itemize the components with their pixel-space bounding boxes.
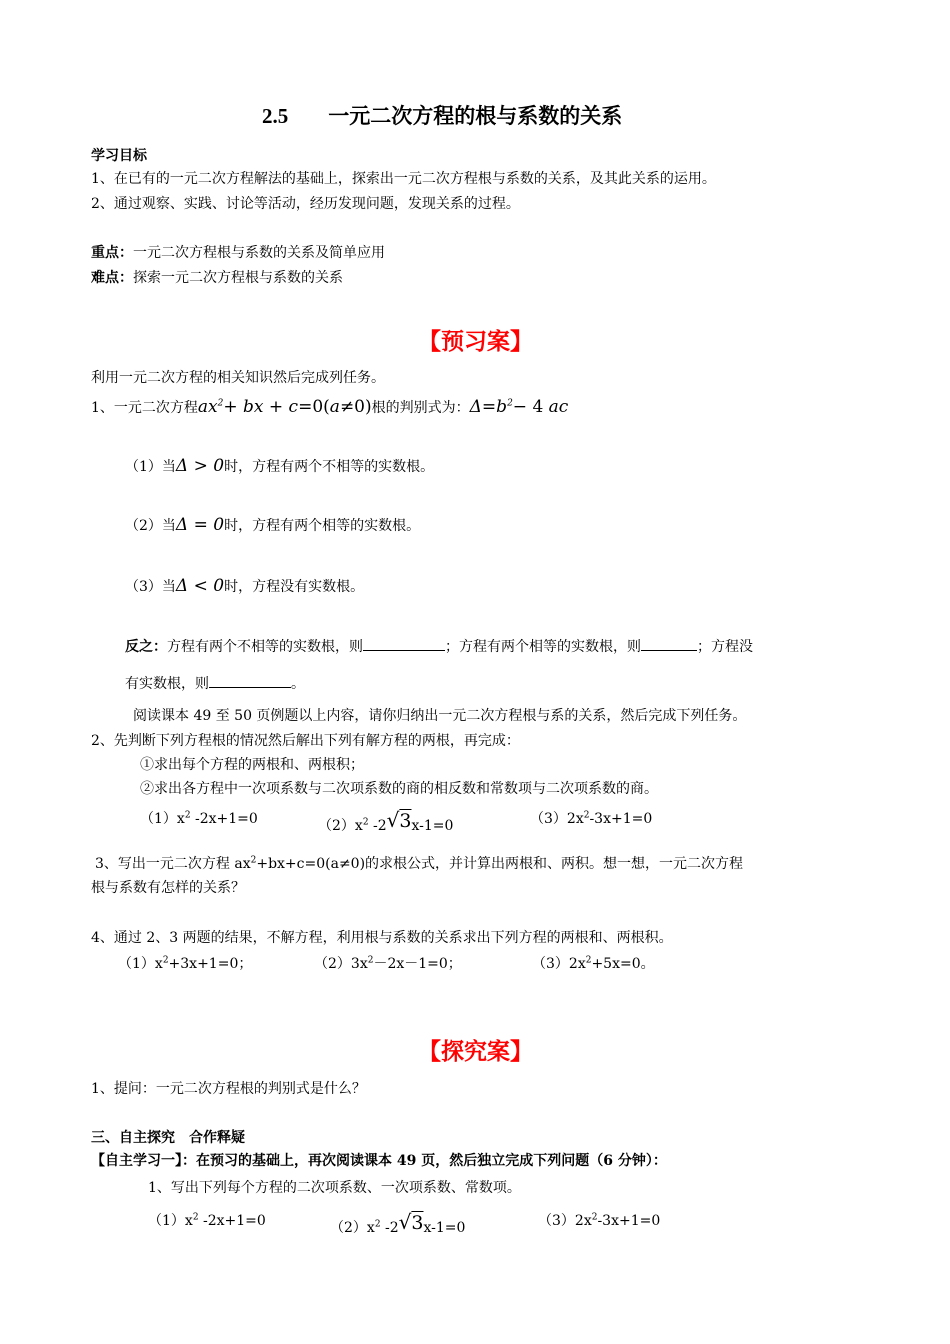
q4-equation-2: $(2)3x^2-2x-1=0$； — [314, 955, 462, 972]
converse-line-1: 反之：方程有两个不相等的实数根，则 ；方程有两个相等的实数根，则 ；方程没 — [125, 636, 753, 656]
explore-q1: 1、提问：一元二次方程根的判别式是什么？ — [91, 1081, 366, 1097]
q4-equation-3: $(3)2x^2+5x=0$。 — [532, 955, 655, 972]
q3-line-1: 3、写出一元二次方程 $ax^2+bx+c=0(a\ne 0)$的求根公式，并计算出两根和、两积。想一想，一元二次方程 — [95, 855, 744, 872]
q3-line-2: 根与系数有怎样的关系？ — [91, 880, 245, 896]
q2-sub-2: ②求出各方程中一次项系数与二次项系数的商的相反数和常数项与二次项系数的商。 — [140, 781, 658, 797]
case-3: （3）当Δ < 0时，方程没有实数根。 — [125, 576, 365, 596]
q2-equation-3: $(3)2x^2-3x+1=0$ — [530, 810, 653, 827]
q2-sub-1: ①求出每个方程的两根和、两根积； — [140, 757, 364, 773]
case-1: （1）当Δ > 0时，方程有两个不相等的实数根。 — [125, 456, 435, 476]
case-2-condition: Δ = 0 — [175, 515, 225, 535]
read-instruction: 阅读课本 49 至 50 页例题以上内容，请你归纳出一元二次方程根与系的关系，然后完成下列任务。 — [133, 708, 747, 724]
q1-mid: 根的判别式为： — [371, 400, 470, 416]
sqrt-icon: √ — [386, 808, 400, 832]
q2-equation-1: $(1)x^2$ -2x+1=0 — [140, 810, 258, 827]
q2-text: 2、先判断下列方程根的情况然后解出下列有解方程的两根，再完成： — [91, 733, 520, 749]
title-number: 2.5 — [262, 104, 289, 128]
key-text: 一元二次方程根与系数的关系及简单应用 — [133, 245, 385, 261]
title-text: 一元二次方程的根与系数的关系 — [328, 104, 623, 128]
difficulty-label: 难点： — [91, 270, 133, 286]
objective-1: 1、在已有的一元二次方程解法的基础上，探索出一元二次方程根与系数的关系，及其此关系的运用。 — [91, 171, 716, 187]
blank-2[interactable] — [641, 636, 697, 651]
q1-line — [91, 397, 568, 417]
discriminant-formula: $\Delta=b^2- 4$ ac — [469, 397, 569, 417]
difficulty-point — [91, 270, 343, 287]
key-point — [91, 245, 385, 262]
case-2: （2）当Δ = 0时，方程有两个相等的实数根。 — [125, 515, 421, 535]
blank-3[interactable] — [209, 673, 291, 688]
explore-equation-2: $(2)x^2$ -2√3x-1=0 — [330, 1210, 466, 1236]
objective-2: 2、通过观察、实践、讨论等活动，经历发现问题，发现关系的过程。 — [91, 196, 520, 212]
preview-intro: 利用一元二次方程的相关知识然后完成列任务。 — [91, 370, 385, 386]
quadratic-equation: $ax^2+$ bx + c=0(a≠0) — [197, 397, 372, 417]
self-study-heading: 【自主学习一】：在预习的基础上，再次阅读课本 49 页，然后独立完成下列问题（6 分钟）： — [91, 1153, 667, 1169]
blank-1[interactable] — [363, 636, 445, 651]
preview-header: 【预习案】 — [418, 328, 533, 355]
explore-header: 【探究案】 — [418, 1038, 533, 1065]
task-1: 1、写出下列每个方程的二次项系数、一次项系数、常数项。 — [148, 1180, 521, 1196]
q2-equation-2: $(2)x^2$ -2√3x-1=0 — [318, 808, 454, 834]
page-title — [262, 104, 622, 129]
key-label: 重点： — [91, 245, 133, 261]
sqrt-icon: √ — [398, 1210, 412, 1234]
difficulty-text: 探索一元二次方程根与系数的关系 — [133, 270, 343, 286]
converse-line-2: 有实数根，则 。 — [125, 673, 305, 693]
q4-text: 4、通过 2、3 两题的结果，不解方程，利用根与系数的关系求出下列方程的两根和、两根积。 — [91, 930, 673, 946]
q1-prefix: 1、一元二次方程 — [91, 400, 198, 416]
case-3-condition: Δ < 0 — [175, 576, 225, 596]
explore-equation-3: $(3)2x^2-3x+1=0$ — [538, 1212, 661, 1229]
explore-equation-1: $(1)x^2$ -2x+1=0 — [148, 1212, 266, 1229]
section-heading: 三、自主探究 合作释疑 — [91, 1130, 245, 1146]
case-1-condition: Δ > 0 — [175, 456, 225, 476]
objectives-heading: 学习目标 — [91, 148, 147, 164]
q4-equation-1: $(1)x^2+3x+1=0$； — [118, 955, 253, 972]
